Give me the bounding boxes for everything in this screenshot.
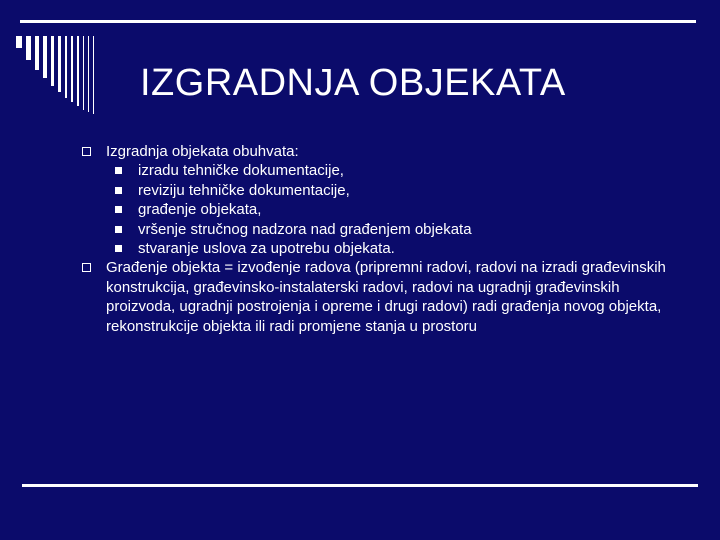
stripe	[77, 36, 79, 106]
stripe	[88, 36, 89, 112]
slide-title: IZGRADNJA OBJEKATA	[140, 62, 566, 104]
sub-bullet-item	[82, 220, 692, 239]
sub-bullet-item	[82, 161, 692, 180]
stripe	[16, 36, 22, 48]
stripe	[65, 36, 67, 98]
hollow-square-icon	[82, 263, 91, 272]
sub-bullet-item	[82, 181, 692, 200]
bullet-text: Izgradnja objekata obuhvata:	[106, 143, 299, 160]
filled-square-icon	[115, 167, 122, 174]
hollow-square-icon	[82, 147, 91, 156]
filled-square-icon	[115, 245, 122, 252]
stripe	[35, 36, 39, 70]
sub-bullet-item	[82, 239, 692, 258]
bullet-item	[82, 142, 692, 161]
sub-bullet-text: izradu tehničke dokumentacije,	[138, 162, 344, 180]
filled-square-icon	[115, 206, 122, 213]
bottom-divider-line	[22, 484, 698, 487]
bullet-text: Građenje objekta = izvođenje radova (pripremni radovi, radovi na izradi građevinskih konstrukcija, građevinsko-instalaterski radovi, radovi na ugradnji građevinskih proizvoda, ugradnji postrojenja i opreme i drugi radovi) radi građenja novog objekta, rekonstrukcije objekta ili radi promjene stanja u prostoru	[106, 259, 666, 335]
stripe	[26, 36, 31, 60]
stripe	[83, 36, 84, 110]
sub-bullet-text: vršenje stručnog nadzora nad građenjem objekata	[138, 220, 472, 238]
slide-content	[82, 142, 692, 336]
sub-bullet-text: stvaranje uslova za upotrebu objekata.	[138, 240, 395, 258]
filled-square-icon	[115, 187, 122, 194]
filled-square-icon	[115, 226, 122, 233]
stripe	[51, 36, 54, 86]
decorative-stripes	[16, 36, 126, 116]
sub-bullet-text: građenje objekata,	[138, 201, 262, 219]
stripe	[43, 36, 47, 78]
stripe	[58, 36, 61, 92]
bullet-item	[82, 258, 692, 336]
sub-bullet-text: reviziju tehničke dokumentacije,	[138, 181, 350, 199]
stripe	[93, 36, 94, 114]
top-divider-line	[20, 20, 696, 23]
stripe	[71, 36, 73, 102]
sub-bullet-item	[82, 200, 692, 219]
